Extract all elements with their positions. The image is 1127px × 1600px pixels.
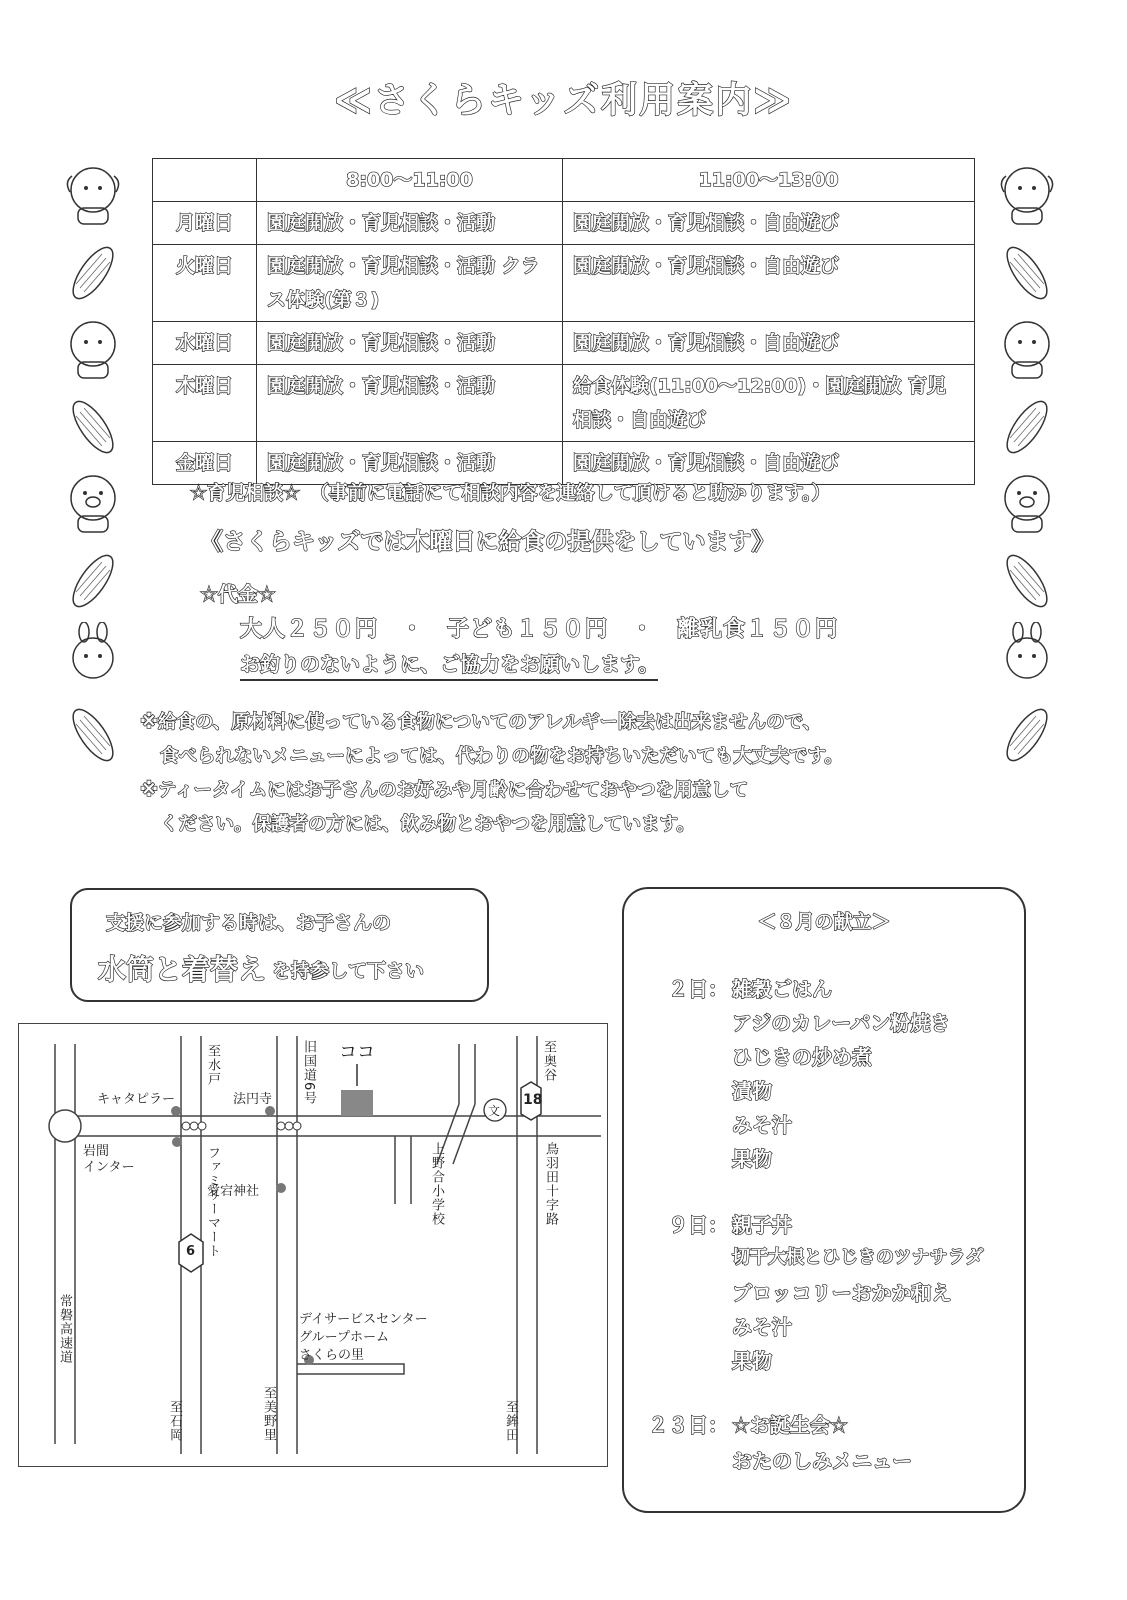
map-uenoai-school-label: 上野合小学校	[429, 1142, 444, 1226]
schedule-header-row	[153, 159, 975, 202]
map-facility-line3: さくらの里	[299, 1348, 365, 1363]
day-cell: 月曜日	[153, 202, 257, 245]
map-to-ishioka-label: 至石岡	[167, 1400, 182, 1442]
caterpillar-marker-icon	[171, 1106, 181, 1116]
access-map	[18, 1023, 608, 1467]
morning-cell: 園庭開放・育児相談・活動 クラス体験(第３)	[257, 245, 563, 322]
allergy-note-line1: ※給食の、原材料に使っている食物についてのアレルギー除去は出来ませんので、	[140, 712, 822, 733]
menu-date: ２日：	[668, 977, 728, 1001]
bring-intro: 支援に参加する時は、お子さんの	[106, 912, 392, 934]
corn-icon	[58, 238, 128, 308]
menu-item: 切干大根とひじきのツナサラダ	[732, 1247, 984, 1268]
map-facility-line1: デイサービスセンター	[299, 1312, 428, 1327]
menu-date: ９日：	[668, 1213, 728, 1237]
map-to-hokota-label: 至鉾田	[503, 1400, 518, 1442]
atago-marker-icon	[276, 1183, 286, 1193]
day-cell: 木曜日	[153, 365, 257, 442]
schedule-header-blank	[153, 159, 257, 202]
pig-face-icon	[58, 468, 128, 540]
august-menu-box	[622, 887, 1026, 1513]
menu-item: ブロッコリーおかか和え	[732, 1281, 952, 1305]
houenji-marker-icon	[265, 1106, 275, 1116]
map-facility-line2: グループホーム	[299, 1330, 389, 1345]
menu-item: みそ汁	[732, 1315, 792, 1339]
decoration-right	[992, 160, 1062, 776]
menu-title: ＜８月の献立＞	[757, 911, 891, 933]
fee-request: お釣りのないように、ご協力をお願いします。	[240, 648, 658, 681]
corn-icon	[992, 546, 1062, 616]
noon-cell: 園庭開放・育児相談・自由遊び	[563, 245, 975, 322]
bring-items-emphasis: 水筒と着替え	[98, 953, 267, 986]
corn-icon	[58, 392, 128, 462]
table-row	[153, 202, 975, 245]
penguin-face-icon	[58, 314, 128, 386]
noon-cell: 給食体験(11:00～12:00)・園庭開放 育児相談・自由遊び	[563, 365, 975, 442]
morning-cell: 園庭開放・育児相談・活動	[257, 442, 563, 485]
map-atago-label: 愛宕神社	[207, 1184, 260, 1199]
menu-item: みそ汁	[732, 1113, 792, 1137]
fee-heading: ☆代金☆	[200, 582, 276, 606]
noon-cell: 園庭開放・育児相談・自由遊び	[563, 322, 975, 365]
corn-icon	[58, 700, 128, 770]
map-familymart-label: ファミリーマート	[205, 1146, 220, 1258]
interchange-icon	[49, 1110, 81, 1142]
map-old-route6-label: 旧国道6号	[301, 1040, 316, 1106]
day-cell: 金曜日	[153, 442, 257, 485]
map-iwama-ic-label: 岩間 インター	[83, 1144, 135, 1175]
teatime-note-line1: ※ティータイムにはお子さんのお好みや月齢に合わせておやつを用意して	[140, 780, 749, 801]
corn-icon	[992, 238, 1062, 308]
fee-prices: 大人２５０円 ・ 子ども１５０円 ・ 離乳食１５０円	[240, 617, 839, 642]
day-cell: 火曜日	[153, 245, 257, 322]
morning-cell: 園庭開放・育児相談・活動	[257, 322, 563, 365]
day-cell: 水曜日	[153, 322, 257, 365]
dog-face-icon	[58, 160, 128, 232]
bring-items-box	[70, 888, 489, 1002]
corn-icon	[992, 700, 1062, 770]
allergy-note-line2: 食べられないメニューによっては、代わりの物をお持ちいただいても大丈夫です。	[160, 746, 844, 767]
dog-face-icon	[992, 160, 1062, 232]
map-toba-crossing-label: 鳥羽田十字路	[543, 1142, 558, 1226]
familymart-marker-icon	[172, 1137, 182, 1147]
menu-item: アジのカレーパン粉焼き	[732, 1011, 951, 1035]
map-route6-label: 6	[186, 1244, 196, 1259]
map-here-label: ココ	[339, 1042, 375, 1063]
corn-icon	[58, 546, 128, 616]
page-title: ≪さくらキッズ利用案内≫	[334, 80, 793, 121]
morning-cell: 園庭開放・育児相談・活動	[257, 202, 563, 245]
rabbit-face-icon	[58, 622, 128, 694]
menu-item: 親子丼	[732, 1213, 792, 1237]
map-houenji-label: 法円寺	[233, 1092, 273, 1107]
lunch-notice: 《さくらキッズでは木曜日に給食の提供をしています》	[200, 529, 775, 555]
menu-item: ☆お誕生会☆	[732, 1413, 848, 1437]
map-school-mark-label: 文	[488, 1104, 501, 1118]
schedule-header-noon: 11:00～13:00	[563, 159, 975, 202]
map-caterpillar-label: キャタピラー	[97, 1092, 176, 1107]
table-row	[153, 322, 975, 365]
map-to-okuya-label: 至奥谷	[541, 1040, 556, 1082]
bring-instruction: を持参して下さい	[272, 960, 425, 982]
location-marker	[341, 1090, 373, 1116]
noon-cell: 園庭開放・育児相談・自由遊び	[563, 442, 975, 485]
menu-item: おたのしみメニュー	[732, 1449, 912, 1473]
menu-item: ひじきの炒め煮	[732, 1045, 872, 1069]
map-to-minori-label: 至美野里	[261, 1386, 276, 1442]
table-row	[153, 245, 975, 322]
noon-cell: 園庭開放・育児相談・自由遊び	[563, 202, 975, 245]
map-joban-highway-label: 常磐高速道	[57, 1294, 72, 1364]
menu-item: 果物	[732, 1147, 772, 1171]
teatime-note-line2: ください。保護者の方には、飲み物とおやつを用意しています。	[160, 814, 696, 835]
rabbit-face-icon	[992, 622, 1062, 694]
penguin-face-icon	[992, 314, 1062, 386]
schedule-table	[152, 158, 975, 485]
decoration-left	[58, 160, 128, 776]
menu-item: 漬物	[732, 1079, 772, 1103]
pig-face-icon	[992, 468, 1062, 540]
table-row	[153, 365, 975, 442]
map-to-mito-label: 至水戸	[205, 1044, 220, 1086]
schedule-header-morning: 8:00～11:00	[257, 159, 563, 202]
map-route18-label: 18	[523, 1092, 543, 1108]
menu-date: ２３日：	[648, 1413, 728, 1437]
menu-item: 雑穀ごはん	[732, 977, 832, 1001]
consultation-note: ☆育児相談☆ （事前に電話にて相談内容を連絡して頂けると助かります。）	[190, 482, 831, 504]
menu-item: 果物	[732, 1349, 772, 1373]
morning-cell: 園庭開放・育児相談・活動	[257, 365, 563, 442]
corn-icon	[992, 392, 1062, 462]
